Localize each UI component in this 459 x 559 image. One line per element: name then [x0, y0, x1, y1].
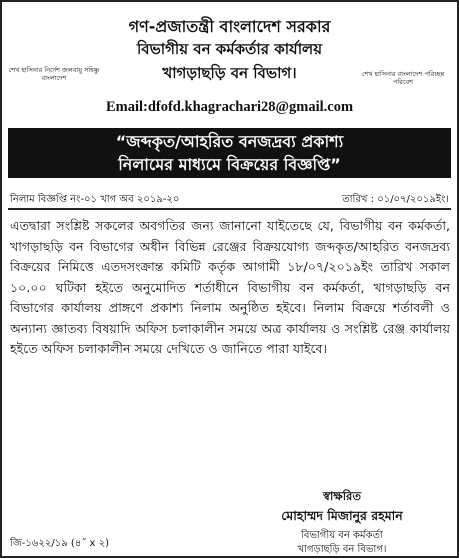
signatory-office: খাগড়াছড়ি বন বিভাগ।	[297, 544, 387, 555]
notice-number: নিলাম বিজ্ঞপ্তি নং-০১ খাগ অব ২০১৯-২০	[10, 194, 180, 205]
notice-title-banner	[8, 128, 451, 178]
ad-reference-code: জি-১৬২২/১৯ (৪˝ x ২)	[10, 538, 110, 549]
left-slogan: শেখ হাসিনার নির্দেশ জলবায়ু সহিষ্ণু বাংলাদেশ	[8, 66, 100, 82]
right-slogan: শেখ হাসিনার বাংলাদেশ পরিচ্ছন্ন পরিবেশ	[361, 70, 445, 86]
notice-header	[2, 2, 457, 132]
notice-meta	[10, 192, 449, 209]
signed-label: স্বাক্ষরিত	[323, 489, 361, 503]
office-name: বিভাগীয় বন কর্মকর্তার কার্যালয়	[136, 40, 323, 58]
division-name: খাগড়াছড়ি বন বিভাগ।	[162, 64, 297, 82]
notice-date: তারিখ : ০১/০৭/২০১৯ইং।	[342, 194, 449, 205]
signatory-name: মোহাম্মদ মিজানুর রহমান	[281, 508, 403, 523]
notice-title-line1: “জব্দকৃত/আহরিত বনজদ্রব্য প্রকাশ্য	[115, 132, 344, 151]
office-email: Email:dfofd.khagrachari28@gmail.com	[105, 99, 354, 115]
notice-body: এতদ্বারা সংশ্লিষ্ট সকলের অবগতির জন্য জানানো যাইতেছে যে, বিভাগীয় বন কর্মকর্তা, খাগড়াছড়ি বন বিভাগের অধীন বিভিন্ন রেঞ্জের বিক্রয়যোগ্য জব্দকৃত/আহরিত বনজদ্রব্য বিক্রয়ের নিমিত্তে এতদসংক্রান্ত কমিটি কর্তৃক আগামী ১৮/০৭/২০১৯ইং তারিখ সকাল ১০.০০ ঘটিকা হইতে অনুমোদিত শর্তাধীনে বিভাগীয় বন কর্মকর্তা, খাগড়াছড়ি বন বিভাগের কার্যালয় প্রাঙ্গণে প্রকাশ্য নিলাম অনুষ্ঠিত হইবে। নিলাম বিক্রয়ে শর্তাবলী ও অন্যান্য জ্ঞাতব্য বিষয়াদি অফিস চলাকালীন সময়ে অত্র কার্যালয় ও সংশ্লিষ্ট রেঞ্জ কার্যালয় হইতে অফিস চলাকালীন সময়ে দেখিতে ও জানিতে পারা যাইবে।	[10, 218, 450, 356]
government-name: গণ-প্রজাতন্ত্রী বাংলাদেশ সরকার	[128, 17, 331, 36]
notice-title-line2: নিলামের মাধ্যমে বিক্রয়ের বিজ্ঞপ্তি”	[118, 155, 341, 174]
divider-rule	[8, 208, 451, 210]
signatory-designation: বিভাগীয় বন কর্মকর্তা	[301, 530, 383, 541]
